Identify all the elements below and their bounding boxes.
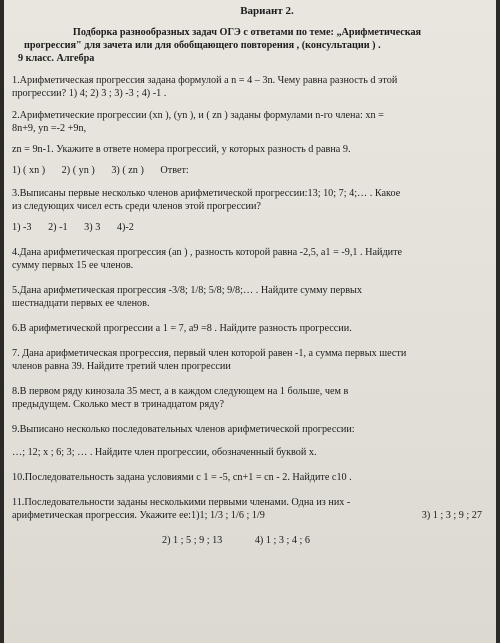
answer-option: 3) ( zn ) xyxy=(111,165,144,177)
problem-text-line: из следующих чисел есть среди членов этой прогрессии? xyxy=(12,200,261,212)
problem-text-line-wrap xyxy=(12,509,482,522)
answer-option: 2) -1 xyxy=(48,221,68,233)
grade-label: 9 класс. Алгебра xyxy=(18,53,95,65)
problem-text-line: 8.В первом ряду кинозала 35 мест, а в каждом следующем на 1 больше, чем в xyxy=(12,385,349,397)
problem-text-line: предыдущем. Сколько мест в тринадцатом ряду? xyxy=(12,399,225,411)
problem-text-line: 11.Последовательности заданы несколькими первыми членами. Одна из них - xyxy=(12,497,351,509)
problem-text-line: прогрессии? 1) 4; 2) 3 ; 3) -3 ; 4) -1 . xyxy=(12,88,167,100)
problem-text-line: 3.Выписаны первые несколько членов арифметической прогрессии:13; 10; 7; 4;… . Какое xyxy=(12,187,401,199)
answer-option: 4)-2 xyxy=(116,221,134,233)
problem-9 xyxy=(12,423,482,459)
problem-10 xyxy=(12,471,482,484)
problem-text-line: 5.Дана арифметическая прогрессия -3/8; 1/8; 5/8; 9/8;… . Найдите сумму первых xyxy=(12,284,362,296)
problem-4 xyxy=(12,246,482,272)
problem-2 xyxy=(12,109,482,177)
answer-label: Ответ: xyxy=(160,165,189,177)
variant-title: Вариант 2. xyxy=(240,5,294,17)
problem-7 xyxy=(12,347,482,373)
problem-text-line: 4.Дана арифметическая прогрессия (an ) , разность которой равна -2,5, a1 = -9,1 . Найдите xyxy=(12,246,403,258)
problem-text-line: …; 12; x ; 6; 3; … . Найдите член прогрессии, обозначенный буквой x. xyxy=(12,447,317,459)
problem-5 xyxy=(12,284,482,310)
problem-text-line: шестнадцати первых ее членов. xyxy=(12,297,150,309)
problem-text-line: арифметическая прогрессия. Укажите ее:1)1; 1/3 ; 1/6 ; 1/9 xyxy=(12,510,265,522)
problem-text-line: сумму первых 15 ее членов. xyxy=(12,259,134,271)
topic-line-2: прогрессия" для зачета или для обобщающего повторения , (консультации ) . xyxy=(24,40,381,52)
problem-text-line: zn = 9n-1. Укажите в ответе номера прогрессий, у которых разность d равна 9. xyxy=(12,144,351,156)
problem-text-line: 9.Выписано несколько последовательных членов арифметической прогрессии: xyxy=(12,424,355,436)
answer-option: 4) 1 ; 3 ; 4 ; 6 xyxy=(254,535,311,547)
answer-option: 3) 1 ; 3 ; 9 ; 27 xyxy=(421,510,482,522)
answer-option: 1) -3 xyxy=(12,221,32,233)
problem-text-line: 7. Дана арифметическая прогрессия, первый член которой равен -1, а сумма первых шести xyxy=(12,347,407,359)
problem-text-line: 10.Последовательность задана условиями c 1 = -5, cn+1 = cn - 2. Найдите c10 . xyxy=(12,472,352,484)
problem-text-line: 1.Арифметическая прогрессия задана формулой a n = 4 – 3n. Чему равна разность d этой xyxy=(12,75,398,87)
answer-option: 2) 1 ; 5 ; 9 ; 13 xyxy=(162,535,223,547)
problem-text-line: членов равна 39. Найдите третий член прогрессии xyxy=(12,360,231,372)
answer-options xyxy=(12,221,482,234)
answer-options xyxy=(12,534,482,547)
problem-text-line: 2.Арифметические прогрессии (xn ), (yn ), и ( zn ) заданы формулами n-го члена: xn = xyxy=(12,110,384,122)
topic-line-1: Подборка разнообразных задач ОГЭ с ответами по теме: „Арифметическая xyxy=(72,27,422,39)
answer-options xyxy=(12,164,482,177)
problem-1 xyxy=(12,74,482,100)
problem-3 xyxy=(12,187,482,234)
problem-text-line: 8n+9, yn =-2 +9n, xyxy=(12,123,87,135)
problem-8 xyxy=(12,385,482,411)
answer-option: 2) ( yn ) xyxy=(61,165,95,177)
worksheet-page xyxy=(4,0,496,643)
answer-option: 3) 3 xyxy=(84,221,101,233)
problem-11 xyxy=(12,496,482,547)
problem-text-line: 6.В арифметической прогрессии a 1 = 7, a9 =8 . Найдите разность прогрессии. xyxy=(12,322,352,334)
problem-6 xyxy=(12,322,482,335)
answer-option: 1) ( xn ) xyxy=(12,165,46,177)
